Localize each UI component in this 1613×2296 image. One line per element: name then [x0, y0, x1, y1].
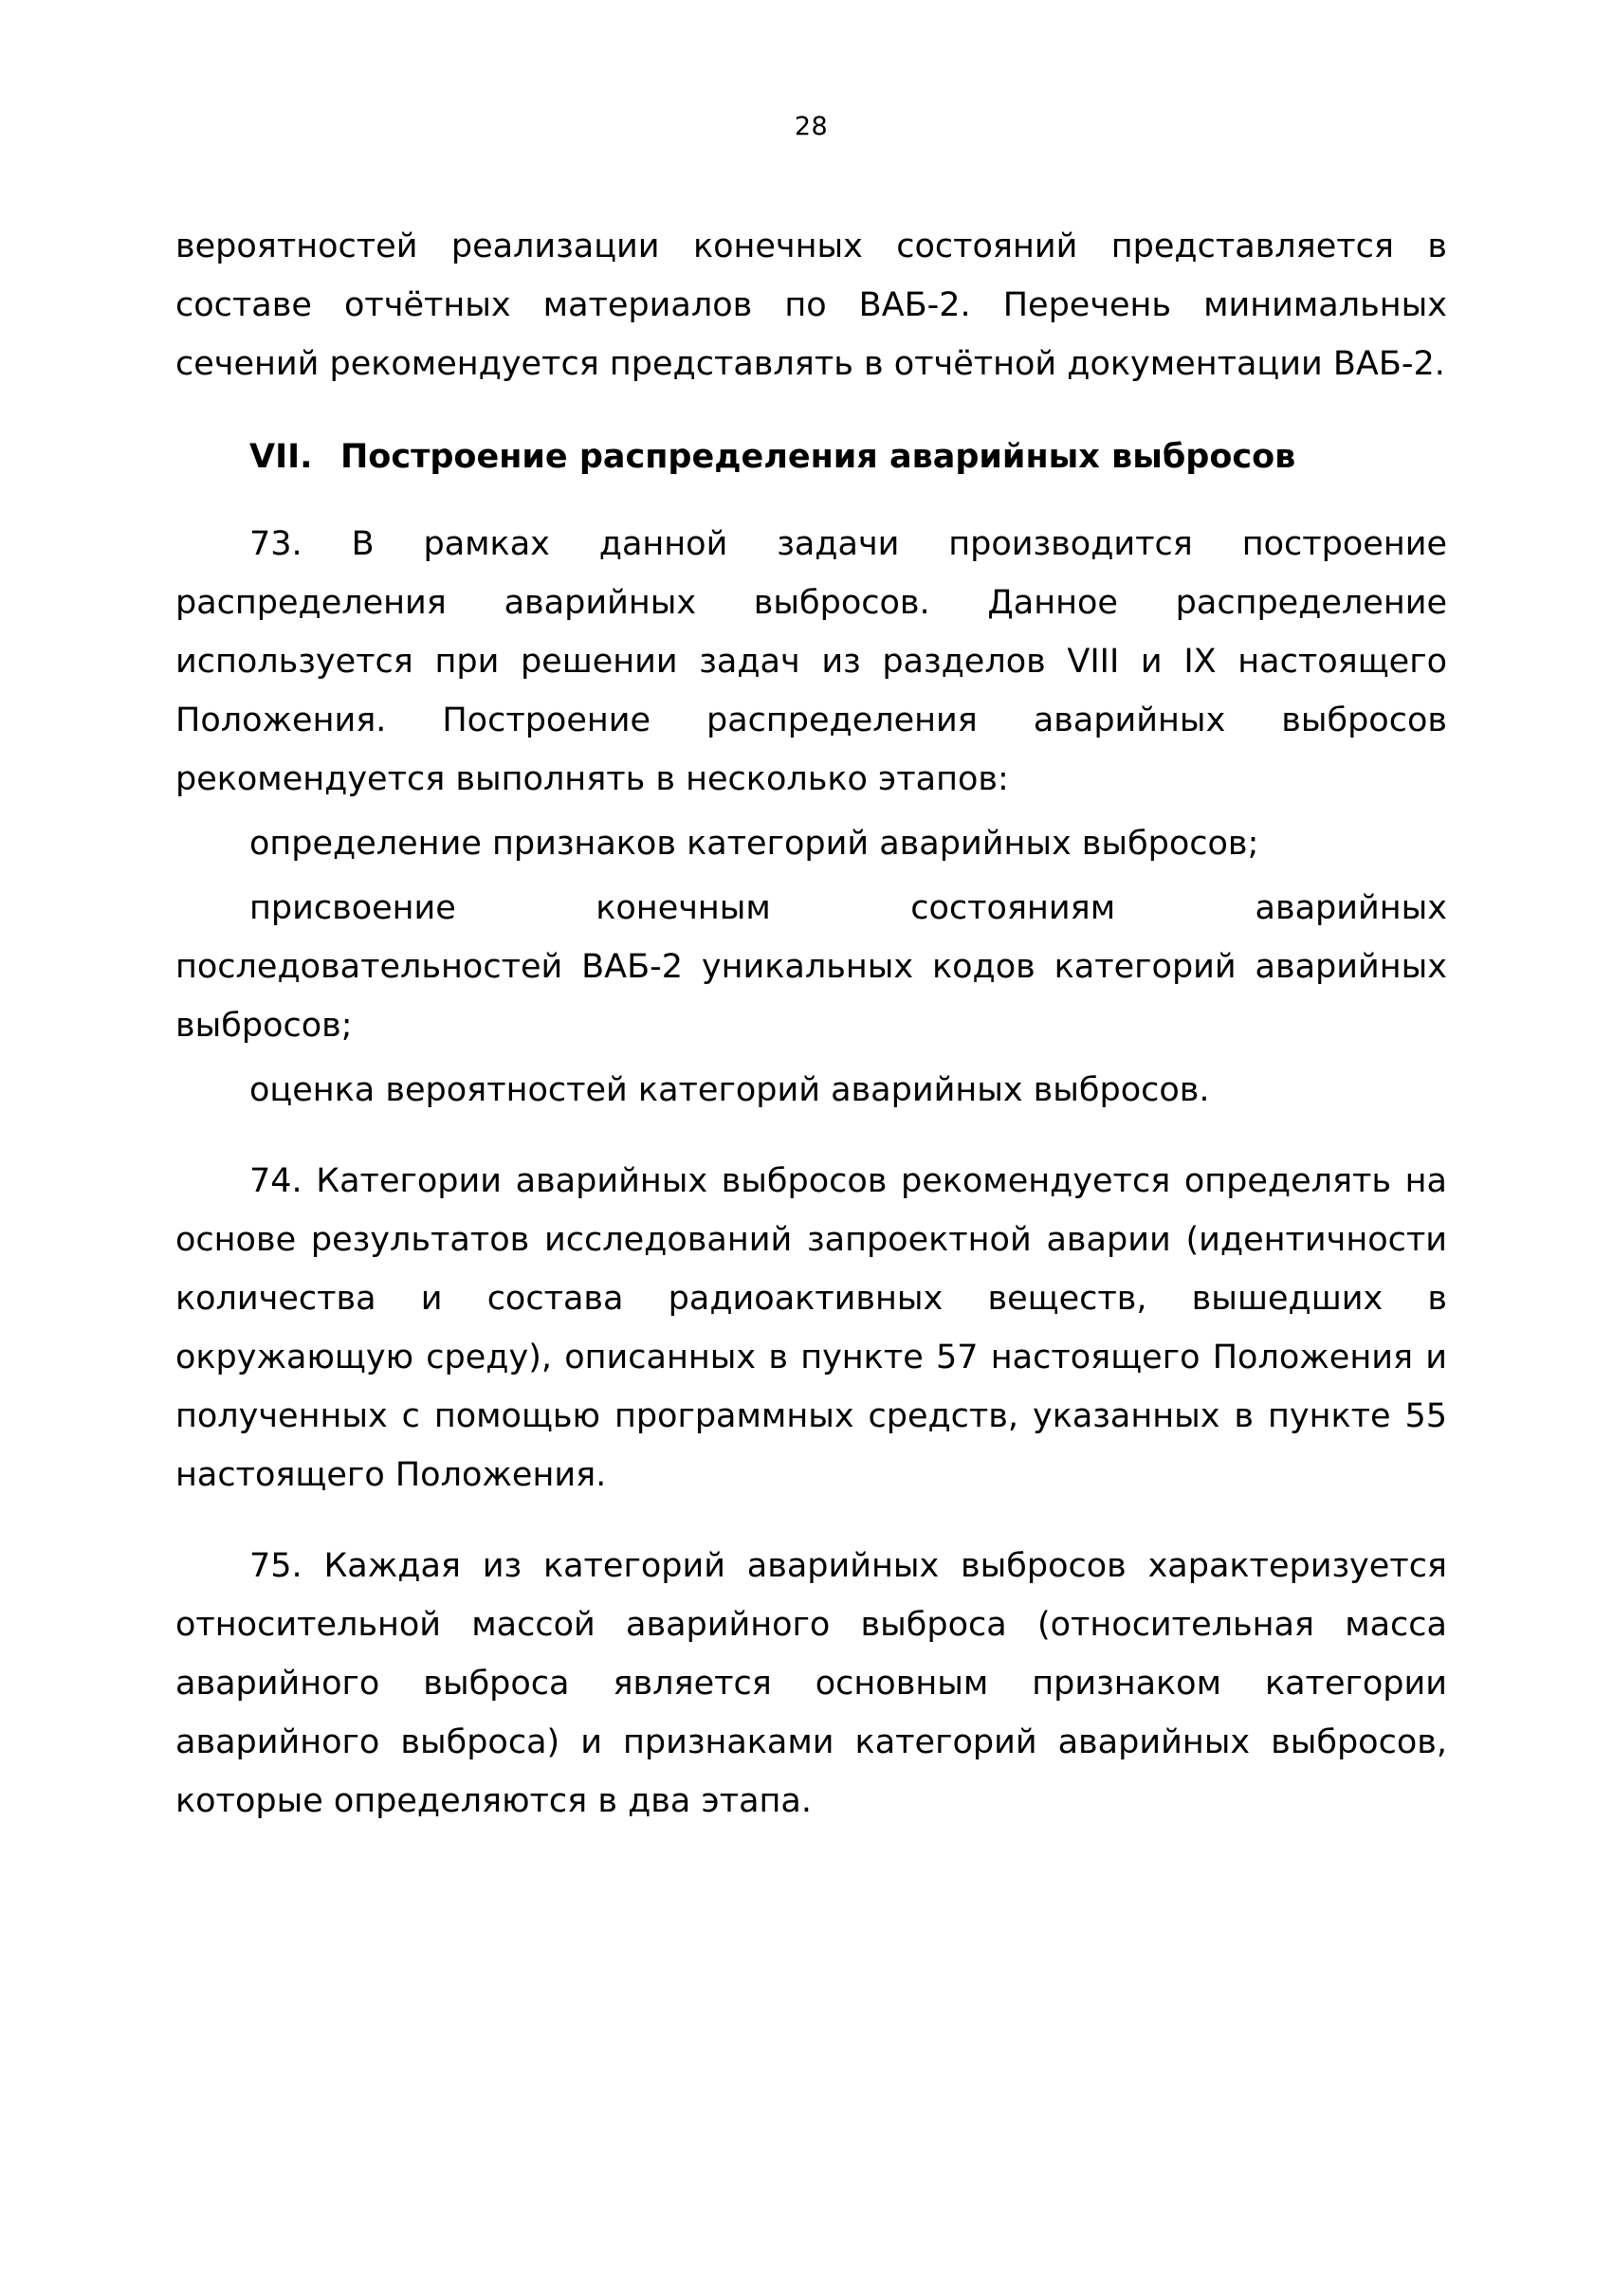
list-item-1: определение признаков категорий аварийных выбросов;: [249, 825, 1259, 863]
paragraph-continued: вероятностей реализации конечных состояний представляется в составе отчётных материалов по ВАБ-2. Перечень минимальных сечений рекомендуется представлять в отчётной документации ВАБ-2.: [175, 228, 1447, 383]
section-heading: [175, 428, 1447, 486]
section-numeral: VII.: [249, 438, 313, 476]
list-item-3: оценка вероятностей категорий аварийных выбросов.: [249, 1071, 1210, 1109]
paragraph-item-75: 75. Каждая из категорий аварийных выбросов характеризуется относительной массой аварийного выброса (относительная масса аварийного выброса является основным признаком категории аварийного выброса) и признаками категорий аварийных выбросов, которые определяются в два этапа.: [175, 1547, 1447, 1820]
section-title-text: Построение распределения аварийных выбросов: [340, 438, 1296, 476]
paragraph-item-74: 74. Категории аварийных выбросов рекомендуется определять на основе результатов исследований запроектной аварии (идентичности количества и состава радиоактивных веществ, вышедших в окружающую среду), описанных в пункте 57 настоящего Положения и полученных с помощью программных средств, указанных в пункте 55 настоящего Положения.: [175, 1162, 1447, 1494]
page-number: 28: [794, 112, 829, 141]
paragraph-item-73: 73. В рамках данной задачи производится построение распределения аварийных выбросов. Данное распределение используется при решении задач из разделов VIII и IX настоящего Положения. Построение распределения аварийных выбросов рекомендуется выполнять в несколько этапов:: [175, 525, 1447, 798]
list-item-2: присвоение конечным состояниям аварийных последовательностей ВАБ-2 уникальных кодов категорий аварийных выбросов;: [175, 889, 1447, 1045]
